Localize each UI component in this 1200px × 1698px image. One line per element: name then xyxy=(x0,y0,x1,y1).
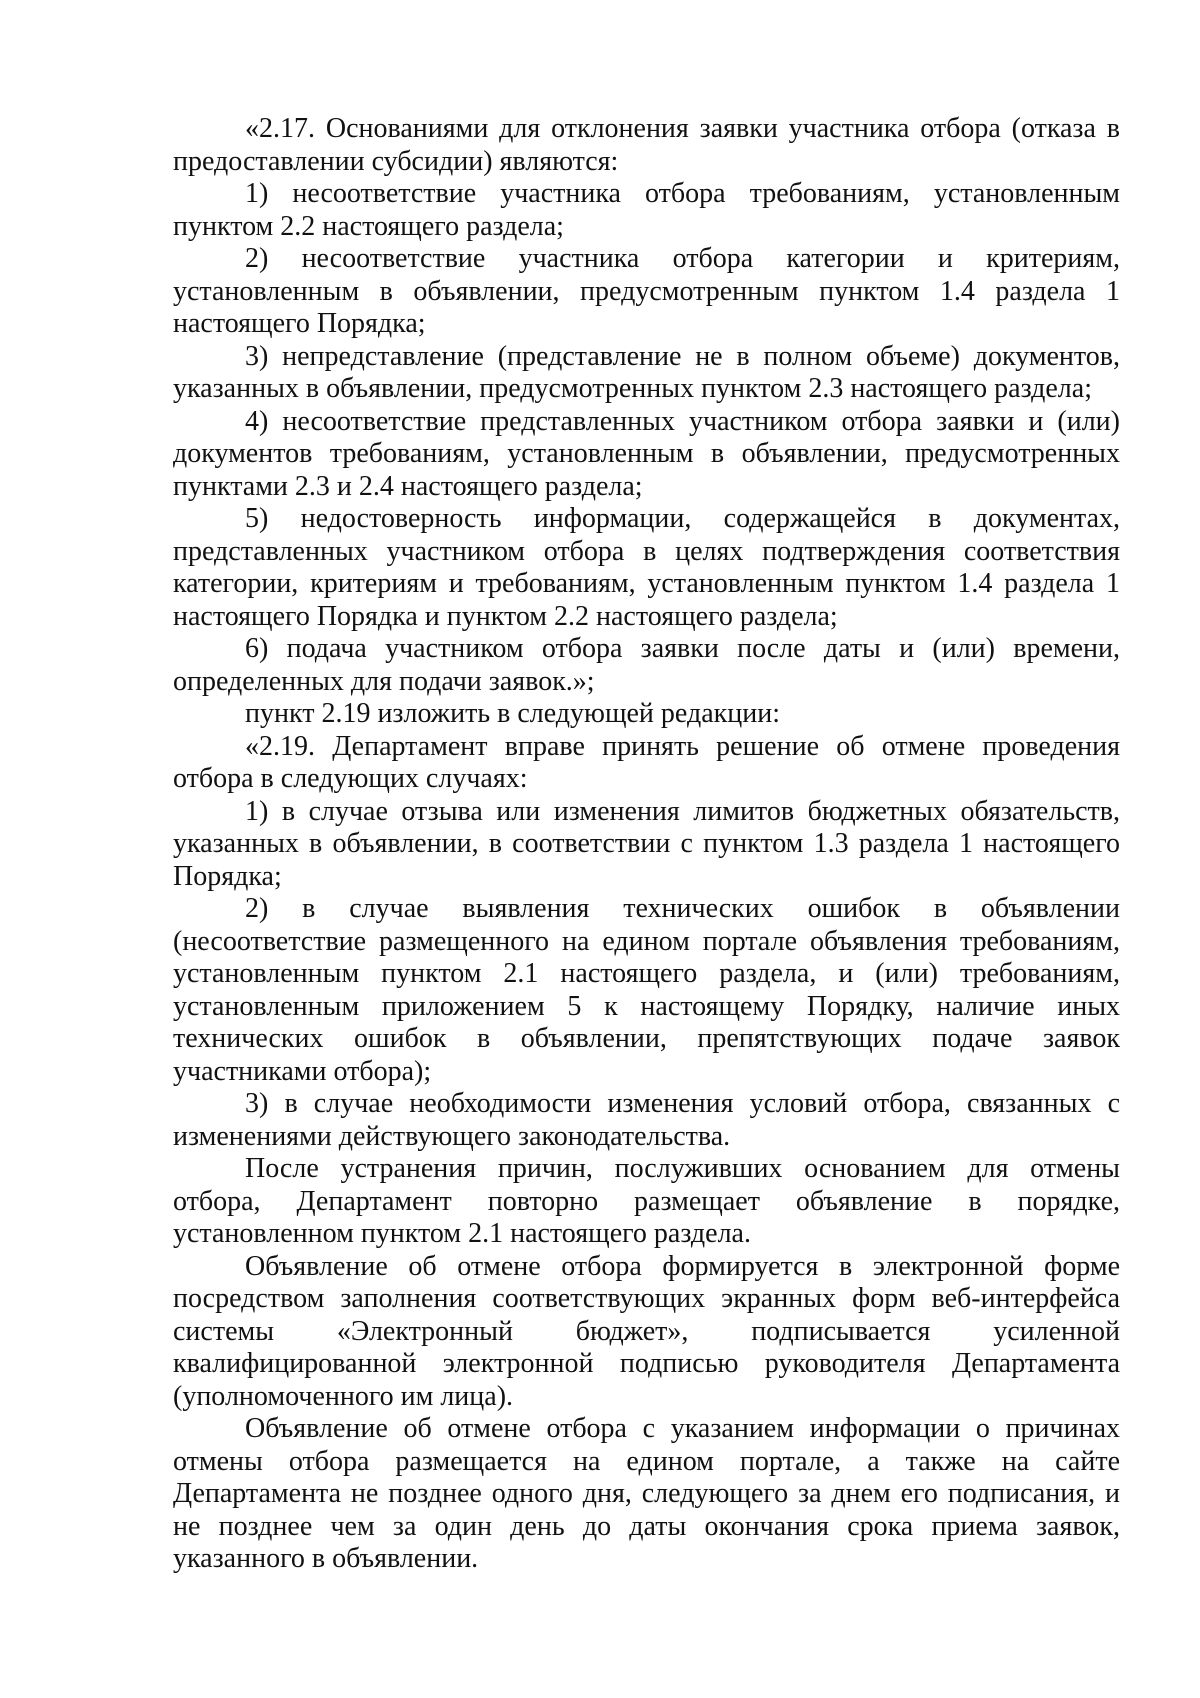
paragraph-item-6: 6) подача участником отбора заявки после даты и (или) времени, определенных для подачи заявок.»; xyxy=(173,633,1120,697)
paragraph-item-1: 1) несоответствие участника отбора требованиям, установленным пунктом 2.2 настоящего раздела; xyxy=(173,178,1120,242)
paragraph-2-17-heading: «2.17. Основаниями для отклонения заявки участника отбора (отказа в предоставлении субсидии) являются: xyxy=(173,113,1120,177)
paragraph-after-elimination: После устранения причин, послуживших основанием для отмены отбора, Департамент повторно размещает объявление в порядке, установленном пунктом 2.1 настоящего раздела. xyxy=(173,1153,1120,1249)
paragraph-amendment-note: пункт 2.19 изложить в следующей редакции: xyxy=(245,698,780,729)
paragraph-case-2: 2) в случае выявления технических ошибок в объявлении (несоответствие размещенного на едином портале объявления требованиям, установленным пунктом 2.1 настоящего раздела, и (или) требованиям, установленным приложением 5 к настоящему Порядку, наличие иных технических ошибок в объявлении, препятствующих подаче заявок участниками отбора); xyxy=(173,893,1120,1087)
paragraph-item-5: 5) недостоверность информации, содержащейся в документах, представленных участником отбора в целях подтверждения соответствия категории, критериям и требованиям, установленным пунктом 1.4 раздела 1 настоящего Порядка и пунктом 2.2 настоящего раздела; xyxy=(173,503,1120,632)
paragraph-cancellation-notice-publication: Объявление об отмене отбора с указанием информации о причинах отмены отбора размещается на едином портале, а также на сайте Департамента не позднее одного дня, следующего за днем его подписания, и не позднее чем за один день до даты окончания срока приема заявок, указанного в объявлении. xyxy=(173,1413,1120,1574)
paragraph-case-1: 1) в случае отзыва или изменения лимитов бюджетных обязательств, указанных в объявлении, в соответствии с пунктом 1.3 раздела 1 настоящего Порядка; xyxy=(173,795,1120,892)
document-page xyxy=(173,113,1120,1576)
paragraph-item-4: 4) несоответствие представленных участником отбора заявки и (или) документов требованиям, установленным в объявлении, предусмотренных пунктами 2.3 и 2.4 настоящего раздела; xyxy=(173,405,1120,502)
paragraph-case-3: 3) в случае необходимости изменения условий отбора, связанных с изменениями действующего законодательства. xyxy=(173,1088,1120,1152)
paragraph-2-19-heading: «2.19. Департамент вправе принять решение об отмене проведения отбора в следующих случаях: xyxy=(173,730,1120,794)
paragraph-item-3: 3) непредставление (представление не в полном объеме) документов, указанных в объявлении, предусмотренных пунктом 2.3 настоящего раздела; xyxy=(173,340,1120,404)
paragraph-cancellation-notice-form: Объявление об отмене отбора формируется в электронной форме посредством заполнения соответствующих экранных форм веб-интерфейса системы «Электронный бюджет», подписывается усиленной квалифицированной электронной подписью руководителя Департамента (уполномоченного им лица). xyxy=(173,1250,1120,1412)
paragraph-item-2: 2) несоответствие участника отбора категории и критериям, установленным в объявлении, предусмотренным пунктом 1.4 раздела 1 настоящего Порядка; xyxy=(173,243,1120,339)
